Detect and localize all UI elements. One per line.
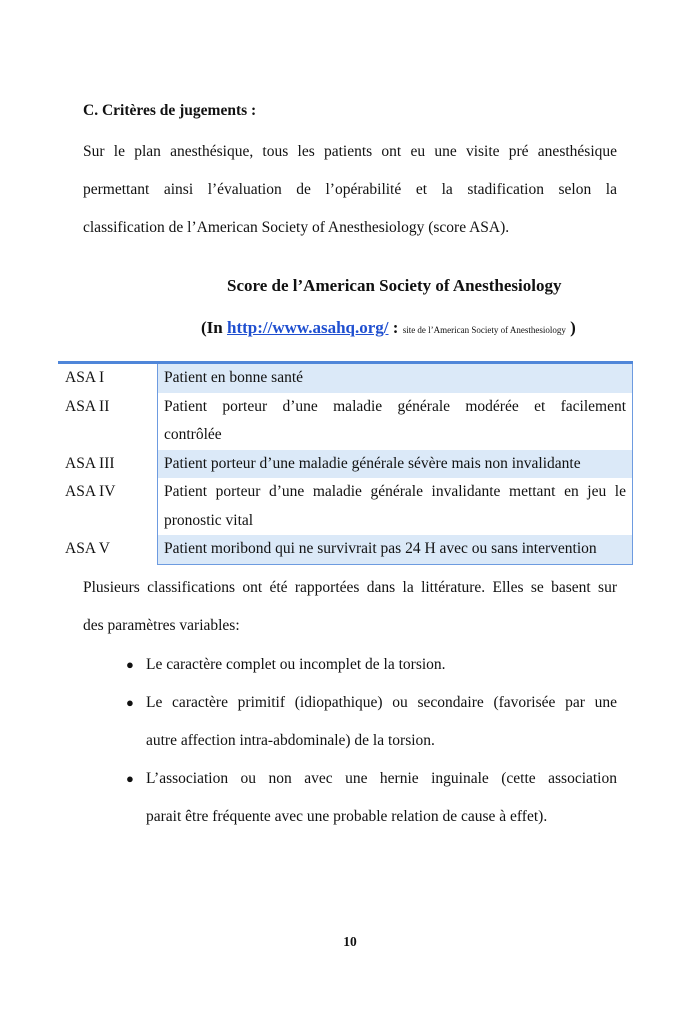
- criteria-list: [123, 646, 617, 836]
- section-heading: C. Critères de jugements :: [83, 102, 257, 119]
- classifications-paragraph: [83, 569, 617, 645]
- classifications-line: des paramètres variables:: [83, 617, 240, 634]
- asa-description: [157, 478, 633, 535]
- asa-label: ASA III: [65, 454, 115, 472]
- table-row: [58, 450, 633, 479]
- asa-label: ASA I: [65, 369, 105, 386]
- bullet-icon: ●: [126, 771, 134, 786]
- source-link[interactable]: http://www.asahq.org/: [226, 318, 389, 337]
- asa-description-line: Patient porteur d’une maladie générale sévère mais non invalidante: [164, 454, 581, 472]
- list-item-line: Le caractère primitif (idiopathique) ou secondaire (favorisée par une: [146, 694, 617, 711]
- table-row: [58, 535, 633, 565]
- asa-description-line: Patient porteur d’une maladie générale invalidante mettant en jeu le: [164, 483, 626, 500]
- table-row: [58, 478, 633, 535]
- bullet-icon: ●: [126, 695, 134, 710]
- intro-line: classification de l’American Society of Anesthesiology (score ASA).: [83, 219, 510, 236]
- source-small-text: site de l’American Society of Anesthesiology: [402, 325, 566, 335]
- source-citation: [201, 318, 576, 338]
- asa-description: [157, 450, 633, 479]
- page-number: 10: [343, 934, 357, 949]
- score-title: Score de l’American Society of Anesthesiology: [227, 276, 562, 295]
- asa-description: [157, 393, 633, 450]
- list-item: [123, 646, 617, 684]
- asa-description: [157, 535, 633, 565]
- asa-description: [157, 364, 633, 393]
- list-item: [123, 684, 617, 760]
- source-prefix: (In: [201, 318, 227, 337]
- source-colon: :: [388, 318, 403, 337]
- intro-line: permettant ainsi l’évaluation de l’opérabilité et la stadification selon la: [83, 181, 617, 198]
- asa-label: ASA V: [65, 540, 110, 557]
- bullet-icon: ●: [126, 657, 134, 672]
- asa-description-line: Patient porteur d’une maladie générale modérée et facilement: [164, 397, 626, 415]
- asa-description-line: contrôlée: [164, 426, 222, 443]
- asa-table: [58, 361, 633, 565]
- table-row: [58, 393, 633, 450]
- list-item-line: Le caractère complet ou incomplet de la torsion.: [146, 656, 446, 673]
- list-item: [123, 760, 617, 836]
- intro-paragraph: [83, 133, 617, 247]
- classifications-line: Plusieurs classifications ont été rapportées dans la littérature. Elles se basent sur: [83, 579, 617, 596]
- list-item-line: parait être fréquente avec une probable relation de cause à effet).: [146, 808, 548, 825]
- table-row: [58, 364, 633, 393]
- intro-line: Sur le plan anesthésique, tous les patients ont eu une visite pré anesthésique: [83, 143, 617, 160]
- asa-description-line: Patient en bonne santé: [164, 369, 304, 386]
- source-suffix: ): [565, 318, 576, 337]
- asa-description-line: pronostic vital: [164, 511, 254, 529]
- list-item-line: L’association ou non avec une hernie inguinale (cette association: [146, 770, 617, 787]
- asa-label: ASA II: [65, 397, 110, 415]
- list-item-line: autre affection intra-abdominale) de la torsion.: [146, 732, 435, 749]
- asa-description-line: Patient moribond qui ne survivrait pas 24 H avec ou sans intervention: [164, 540, 597, 557]
- asa-label: ASA IV: [65, 483, 116, 500]
